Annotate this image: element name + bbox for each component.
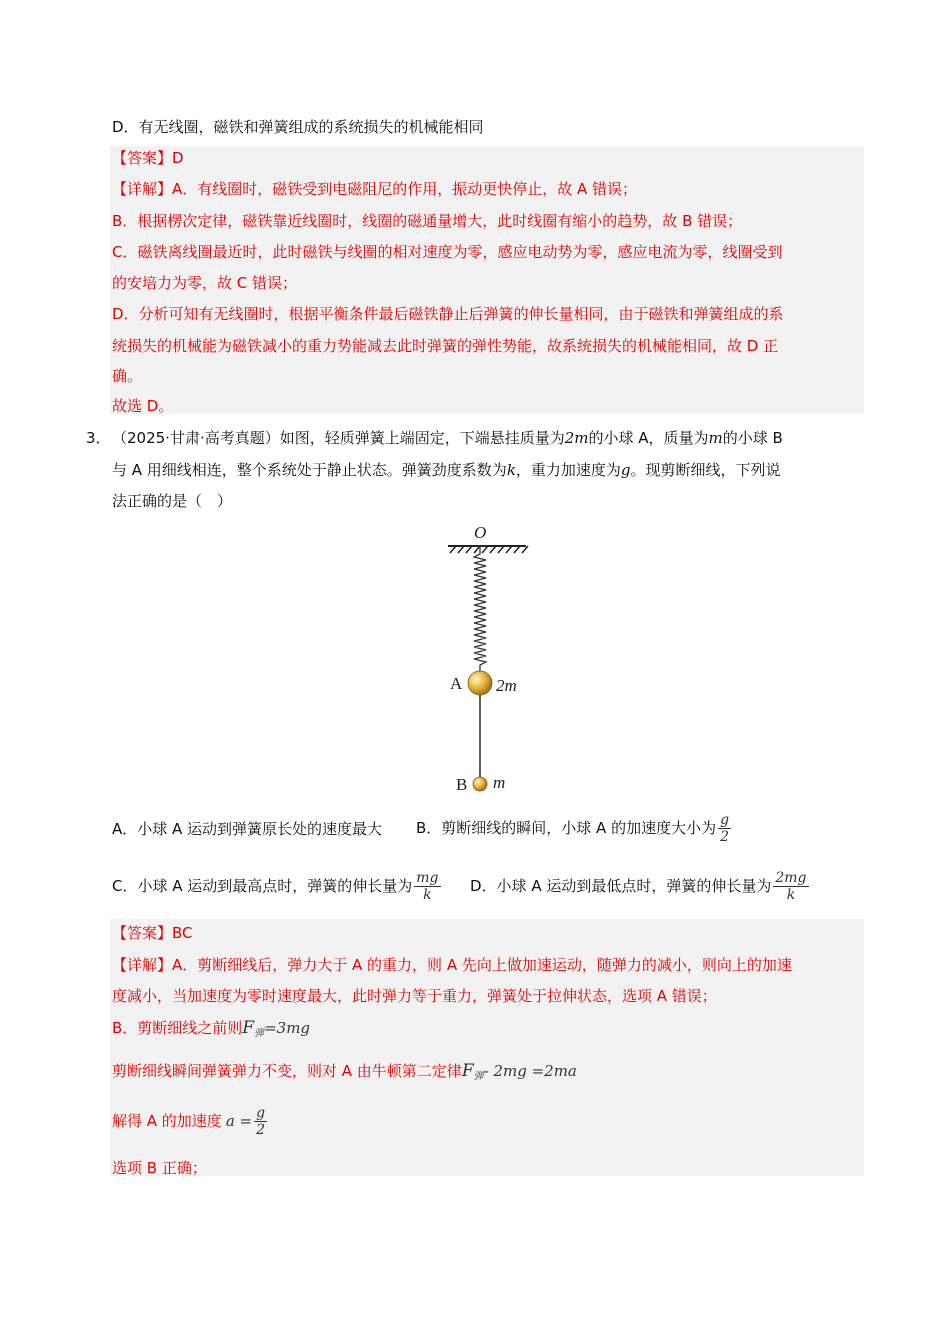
q2-detail-line: B．根据楞次定律，磁铁靠近线圈时，线圈的磁通量增大，此时线圈有缩小的趋势，故 B 错误； <box>112 212 743 230</box>
q2-detail-line: C．磁铁离线圈最近时，此时磁铁与线圈的相对速度为零，感应电动势为零，感应电流为零，线圈受到 <box>112 243 783 261</box>
spring-diagram <box>430 518 550 800</box>
q3-option-c: C．小球 A 运动到最高点时，弹簧的伸长量为 $\frac{mg}{k}$ <box>112 869 439 903</box>
label-b: B <box>456 775 468 794</box>
q3-detail-line: 度减小，当加速度为零时速度最大，此时弹力等于重力，弹簧处于拉伸状态，选项 A 错误； <box>112 987 717 1005</box>
ceiling-hatch <box>450 546 528 553</box>
q3-detail-b3: 解得 A 的加速度 a = $\frac{g}{2}$ <box>112 1104 266 1138</box>
q3-detail-b1: B．剪断细线之前则$F_弹=3mg$ <box>112 1018 311 1039</box>
label-a: A <box>450 674 463 693</box>
q3-option-a: A．小球 A 运动到弹簧原长处的速度最大 <box>112 820 383 838</box>
q3-detail-b2: 剪断细线瞬间弹簧弹力不变，则对 A 由牛顿第二定律$F_弹-$ 2mg =2ma <box>112 1061 577 1082</box>
q2-detail-line: 确。 <box>112 367 143 385</box>
ball-a <box>468 671 492 695</box>
q2-option-d: D．有无线圈，磁铁和弹簧组成的系统损失的机械能相同 <box>112 118 484 136</box>
fraction: $\frac{g}{2}$ <box>720 811 730 845</box>
fraction: $\frac{2mg}{k}$ <box>775 869 807 903</box>
q2-detail-line: 【详解】A．有线圈时，磁铁受到电磁阻尼的作用，振动更快停止，故 A 错误； <box>112 180 638 198</box>
spring <box>474 546 486 672</box>
q2-detail-line: 统损失的机械能为磁铁减小的重力势能减去此时弹簧的弹性势能，故系统损失的机械能相同，故 D 正 <box>112 337 779 355</box>
q2-detail-line: D．分析可知有无线圈时，根据平衡条件最后磁铁静止后弹簧的伸长量相同，由于磁铁和弹簧组成的系 <box>112 305 784 323</box>
q2-answer: 【答案】D <box>112 149 184 167</box>
ball-b <box>473 777 487 791</box>
fraction: $\frac{mg}{k}$ <box>416 869 439 903</box>
label-a-mass: 2m <box>496 676 517 695</box>
label-b-mass: m <box>493 773 506 792</box>
q3-stem-line-3: 法正确的是（ ） <box>112 492 233 510</box>
label-o: O <box>474 523 487 542</box>
q3-option-d: D．小球 A 运动到最低点时，弹簧的伸长量为 $\frac{2mg}{k}$ <box>470 869 807 903</box>
q3-option-b: B．剪断细线的瞬间，小球 A 的加速度大小为 $\frac{g}{2}$ <box>416 811 730 845</box>
q3-answer: 【答案】BC <box>112 924 193 942</box>
q3-stem-line-1: （2025·甘肃·高考真题）如图，轻质弹簧上端固定，下端悬挂质量为2m的小球 A，质量为m的小球 B <box>112 429 783 447</box>
q2-conclusion: 故选 D。 <box>112 397 174 415</box>
q3-number: 3． <box>86 429 111 447</box>
q3-detail-line: 【详解】A．剪断细线后，弹力大于 A 的重力，则 A 先向上做加速运动，随弹力的减小，则向上的加速 <box>112 956 792 974</box>
fraction: $\frac{g}{2}$ <box>256 1104 266 1138</box>
q2-detail-line: 的安培力为零，故 C 错误； <box>112 274 298 292</box>
q3-detail-b4: 选项 B 正确； <box>112 1159 207 1177</box>
q3-stem-line-2: 与 A 用细线相连，整个系统处于静止状态。弹簧劲度系数为k，重力加速度为g。现剪断细线，下列说 <box>112 461 781 479</box>
